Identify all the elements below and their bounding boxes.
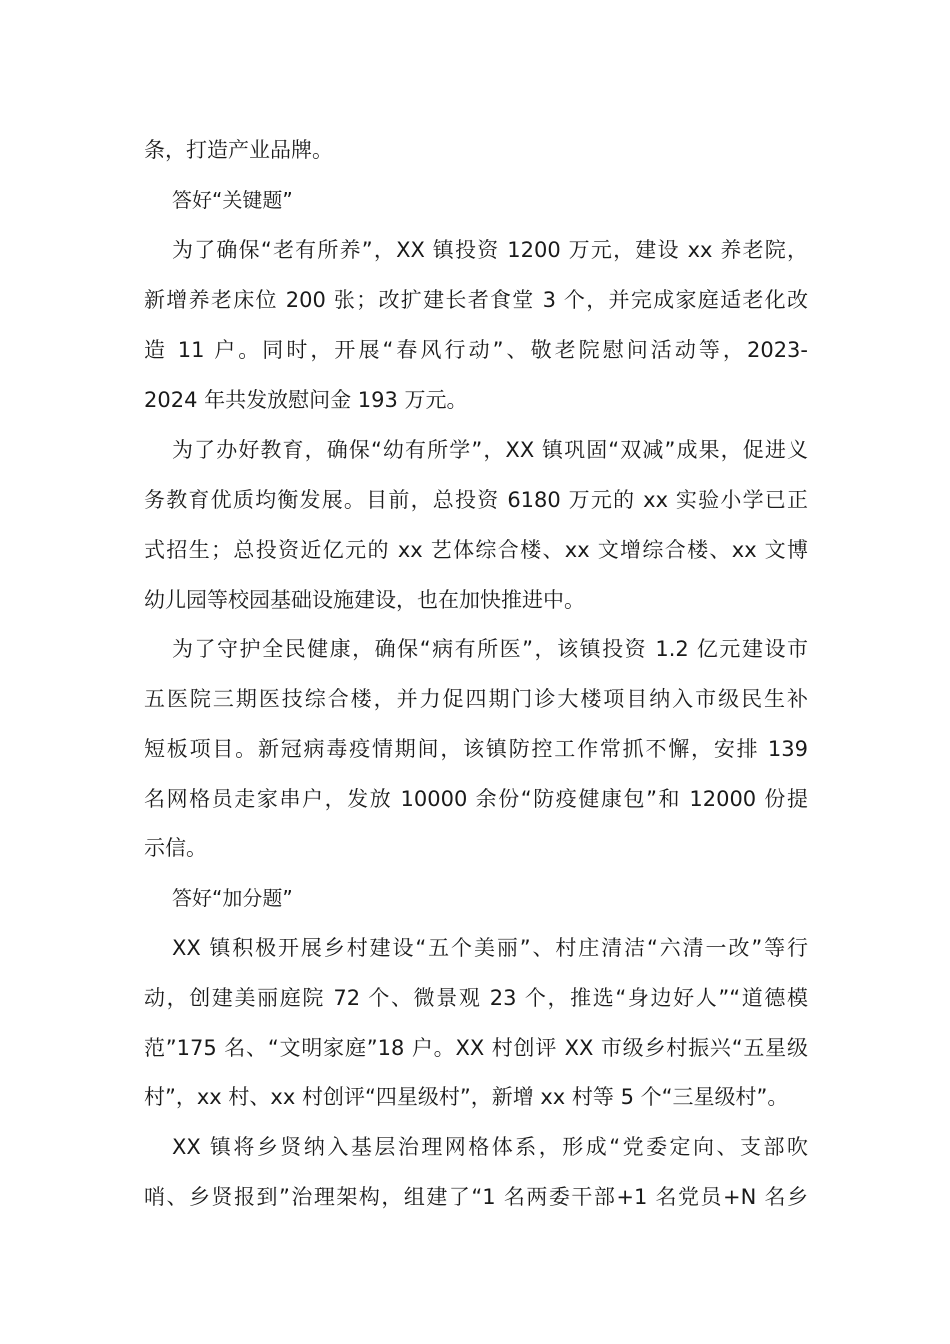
section-heading: 答好“关键题” xyxy=(172,188,293,212)
text-line: 短板项目。新冠病毒疫情期间，该镇防控工作常抓不懈，安排 139 xyxy=(144,737,808,761)
text-line: 五医院三期医技综合楼，并力促四期门诊大楼项目纳入市级民生补 xyxy=(144,687,808,711)
text-line: 动，创建美丽庭院 72 个、微景观 23 个，推选“身边好人”“道德模 xyxy=(144,986,808,1010)
text-line: 式招生；总投资近亿元的 xx 艺体综合楼、xx 文增综合楼、xx 文博 xyxy=(144,538,808,562)
text-line: 范”175 名、“文明家庭”18 户。XX 村创评 XX 市级乡村振兴“五星级 xyxy=(144,1036,808,1060)
text-line: 村”，xx 村、xx 村创评“四星级村”，新增 xx 村等 5 个“三星级村”。 xyxy=(144,1085,789,1109)
text-line: 条，打造产业品牌。 xyxy=(144,138,333,162)
text-line: 名网格员走家串户，发放 10000 余份“防疫健康包”和 12000 份提 xyxy=(144,787,808,811)
text-line: 新增养老床位 200 张；改扩建长者食堂 3 个，并完成家庭适老化改 xyxy=(144,288,808,312)
text-line: XX 镇将乡贤纳入基层治理网格体系，形成“党委定向、支部吹 xyxy=(172,1135,808,1159)
text-line: 幼儿园等校园基础设施建设，也在加快推进中。 xyxy=(144,588,585,612)
text-line: 为了确保“老有所养”，XX 镇投资 1200 万元，建设 xx 养老院， xyxy=(172,238,808,262)
text-line: 为了守护全民健康，确保“病有所医”，该镇投资 1.2 亿元建设市 xyxy=(172,637,808,661)
text-line: 示信。 xyxy=(144,836,207,860)
text-line: 2024 年共发放慰问金 193 万元。 xyxy=(144,388,468,412)
text-line: XX 镇积极开展乡村建设“五个美丽”、村庄清洁“六清一改”等行 xyxy=(172,936,808,960)
section-heading: 答好“加分题” xyxy=(172,886,293,910)
text-line: 务教育优质均衡发展。目前，总投资 6180 万元的 xx 实验小学已正 xyxy=(144,488,808,512)
text-line: 哨、乡贤报到”治理架构，组建了“1 名两委干部+1 名党员+N 名乡 xyxy=(144,1185,808,1209)
text-line: 造 11 户。同时，开展“春风行动”、敬老院慰问活动等，2023- xyxy=(144,338,808,362)
text-line: 为了办好教育，确保“幼有所学”，XX 镇巩固“双减”成果，促进义 xyxy=(172,438,808,462)
